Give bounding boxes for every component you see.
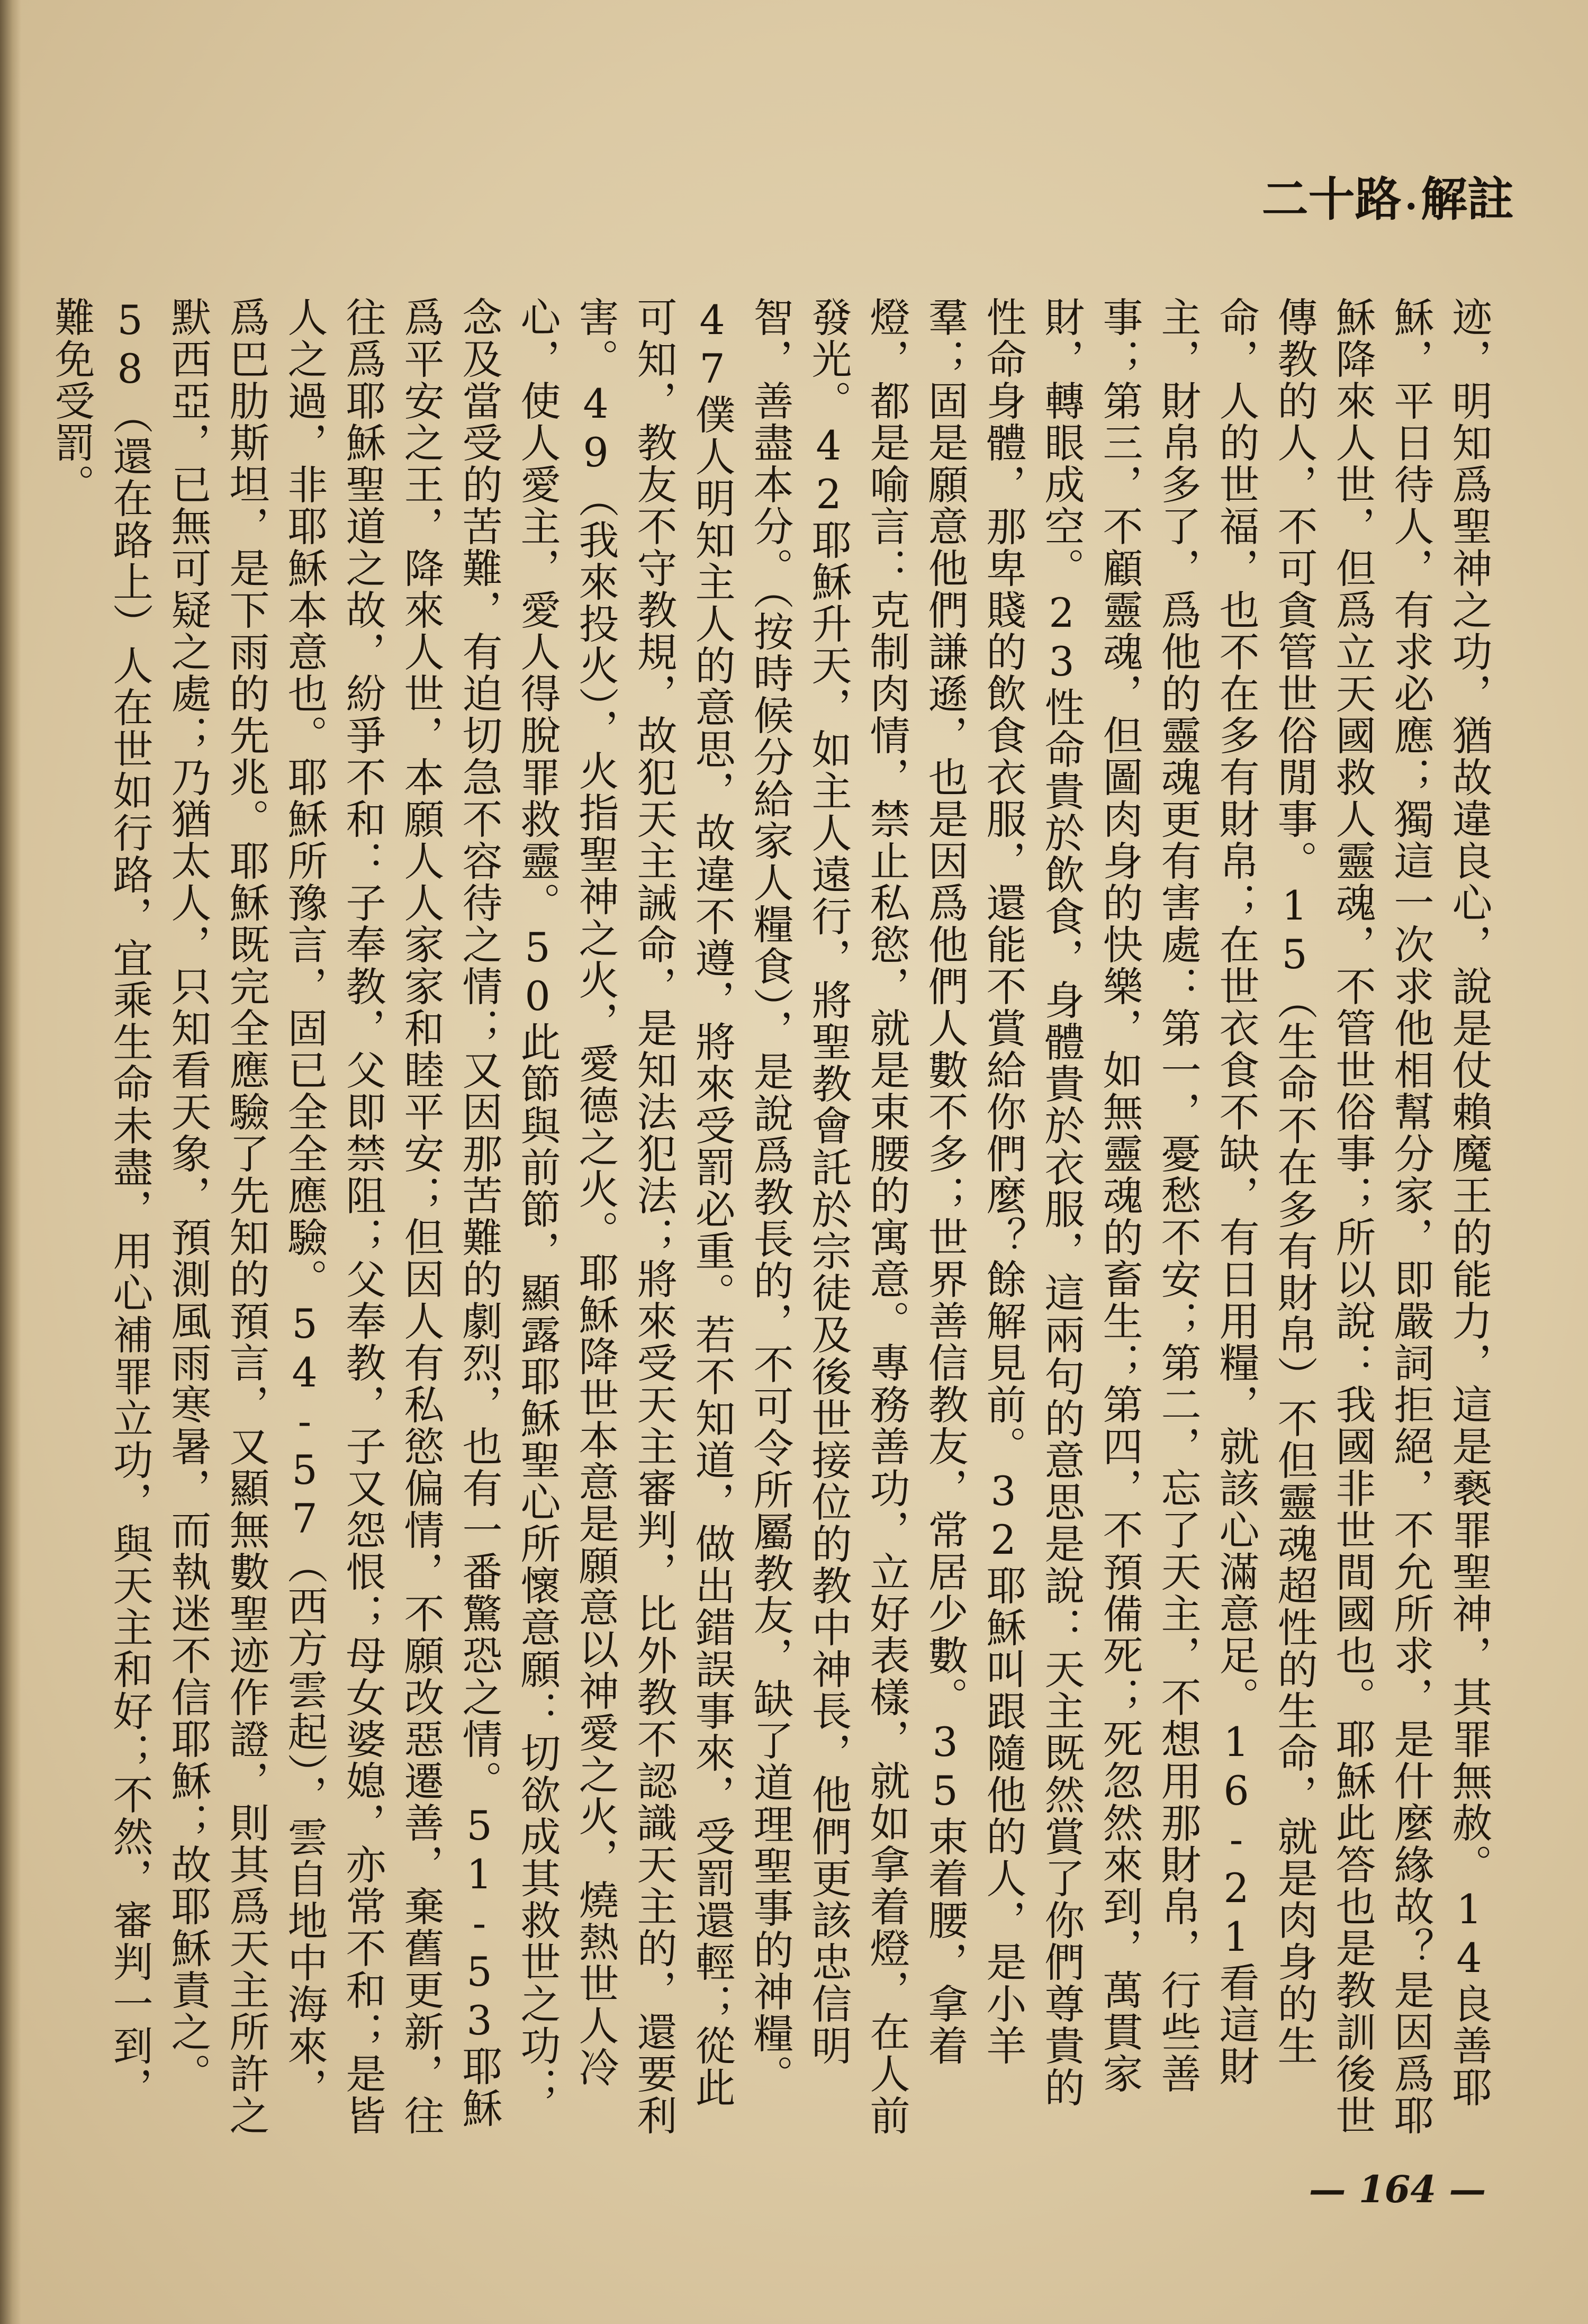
header-title: 解註 — [1420, 172, 1514, 227]
header-chapter: 二十路 — [1261, 172, 1402, 227]
running-header — [1239, 159, 1514, 233]
commentary-text: 迹，明知爲聖神之功，猶故違良心，說是仗賴魔王的能力，這是褻罪聖神，其罪無赦。14良善耶穌，平日待人，有求必應；獨這一次求他相幫分家，即嚴詞拒絕，不允所求，是什麼緣故？是因爲耶穌降來人世，但爲立天國救人靈魂，不管世俗事；所以說：我國非世間國也。耶穌此答也是教訓後世傳教的人，不可貪管世俗閒事。15（生命不在多有財帛）不但靈魂超性的生命，就是肉身的生命，人的世福，也不在多有財帛；在世衣食不缺，有日用糧，就該心滿意足。16-21看這財主，財帛多了，爲他的靈魂更有害處：第一，憂愁不安；第二，忘了天主，不想用那財帛，行些善事；第三，不顧靈魂，但圖肉身的快樂，如無靈魂的畜生；第四，不預備死；死忽然來到，萬貫家財，轉眼成空。23性命貴於飲食，身體貴於衣服，這兩句的意思是說：天主既然賞了你們尊貴的性命身體，那卑賤的飲食衣服，還能不賞給你們麼？餘解見前。32耶穌叫跟隨他的人，是小羊羣；固是願意他們謙遜，也是因爲他們人數不多；世界善信教友，常居少數。35束着腰，拿着燈，都是喻言：克制肉情，禁止私慾，就是束腰的寓意。專務善功，立好表樣，就如拿着燈，在人前發光。42耶穌升天，如主人遠行，將聖教會託於宗徒及後世接位的教中神長，他們更該忠信明智，善盡本分。（按時候分給家人糧食），是說爲教長的，不可令所屬教友，缺了道理聖事的神糧。47僕人明知主人的意思，故違不遵，將來受罰必重。若不知道，做出錯誤事來，受罰還輕；從此可知，教友不守教規，故犯天主誡命，是知法犯法；將來受天主審判，比外教不認識天主的，還要利害。49（我來投火），火指聖神之火，愛德之火。耶穌降世本意是願意以神愛之火，燒熱世人冷心，使人愛主，愛人得脫罪救靈。50此節與前節，顯露耶穌聖心所懷意願：切欲成其救世之功；念及當受的苦難，有迫切急不容待之情；又因那苦難的劇烈，也有一番驚恐之情。51-53耶穌爲平安之王，降來人世，本願人人家家和睦平安；但因人有私慾偏情，不願改惡遷善，棄舊更新，往往爲耶穌聖道之故，紛爭不和：子奉教，父即禁阻；父奉教，子又怨恨；母女婆媳，亦常不和；是皆人之過，非耶穌本意也。耶穌所豫言，固已全全應驗。54-57（西方雲起），雲自地中海來，爲巴肋斯坦，是下雨的先兆。耶穌既完全應驗了先知的預言，又顯無數聖迹作證，則其爲天主所許之默西亞，已無可疑之處；乃猶太人，只知看天象，預測風雨寒暑，而執迷不信耶穌；故耶穌責之。58（還在路上）人在世如行路，宜乘生命未盡，用心補罪立功，與天主和好；不然，審判一到，難免受罰。 — [48, 296, 1493, 2137]
page-number: — 164 — — [1309, 2167, 1486, 2211]
header-separator: . — [1404, 174, 1418, 218]
book-gutter-shadow — [0, 0, 21, 2324]
